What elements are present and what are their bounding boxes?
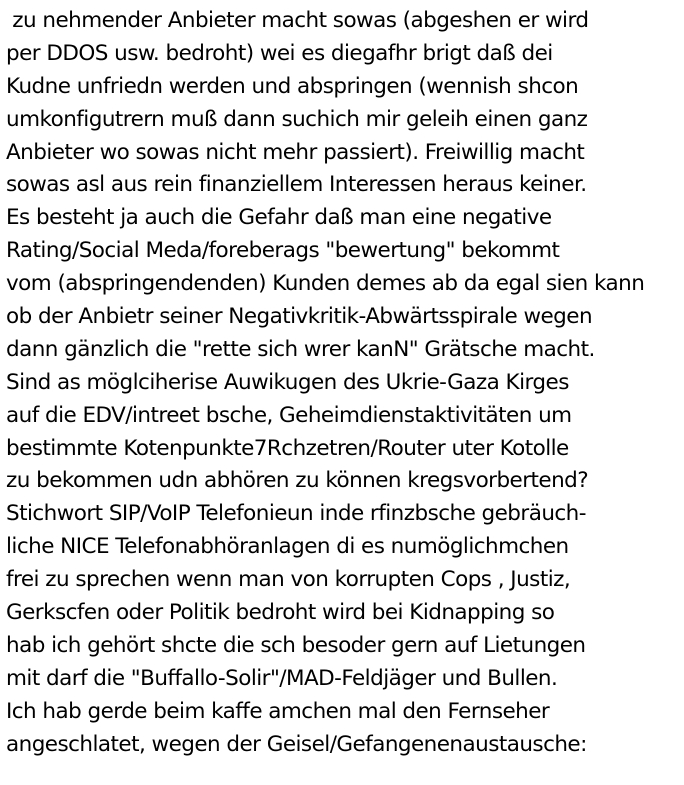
text-line: Sind as möglciherise Auwikugen des Ukrie-Gaza Kirges [6, 369, 569, 395]
text-line: zu bekommen udn abhören zu können kregsvorbertend? [6, 468, 589, 494]
text-line: liche NICE Telefonabhöranlagen di es numöglichmchen [6, 534, 569, 560]
text-line: Gerkscfen oder Politik bedroht wird bei Kidnapping so [6, 600, 555, 626]
text-line: Kudne unfriedn werden und abspringen (wennish shcon [6, 73, 579, 99]
text-line: Es besteht ja auch die Gefahr daß man eine negative [6, 205, 552, 231]
text-line: angeschlatet, wegen der Geisel/Gefangenenaustausche: [6, 731, 587, 757]
text-line: per DDOS usw. bedroht) wei es diegafhr brigt daß dei [6, 40, 553, 66]
text-line: Ich hab gerde beim kaffe amchen mal den Fernseher [6, 698, 550, 724]
text-line: sowas asl aus rein finanziellem Interessen heraus keiner. [6, 172, 587, 198]
text-line: ob der Anbietr seiner Negativkritik-Abwärtsspirale wegen [6, 304, 593, 330]
text-line: frei zu sprechen wenn man von korrupten Cops , Justiz, [6, 567, 571, 593]
text-line: Stichwort SIP/VoIP Telefonieun inde rfinzbsche gebräuch- [6, 501, 586, 527]
text-line: Anbieter wo sowas nicht mehr passiert). Freiwillig macht [6, 139, 585, 165]
text-line: auf die EDV/intreet bsche, Geheimdienstaktivitäten um [6, 402, 572, 428]
body-text [6, 5, 682, 761]
text-line: zu nehmender Anbieter macht sowas (abgeshen er wird [6, 8, 589, 33]
text-line: dann gänzlich die "rette sich wrer kanN" Grätsche macht. [6, 336, 595, 362]
text-line: Rating/Social Meda/foreberags "bewertung" bekommt [6, 238, 560, 264]
text-line: mit darf die "Buffallo-Solir"/MAD-Feldjäger und Bullen. [6, 665, 558, 691]
text-line: umkonfigutrern muß dann suchich mir geleih einen ganz [6, 106, 588, 132]
text-line: hab ich gehört shcte die sch besoder gern auf Lietungen [6, 632, 586, 658]
text-line: bestimmte Kotenpunkte7Rchzetren/Router uter Kotolle [6, 435, 569, 461]
text-line: vom (abspringendenden) Kunden demes ab da egal sien kann [6, 271, 645, 297]
